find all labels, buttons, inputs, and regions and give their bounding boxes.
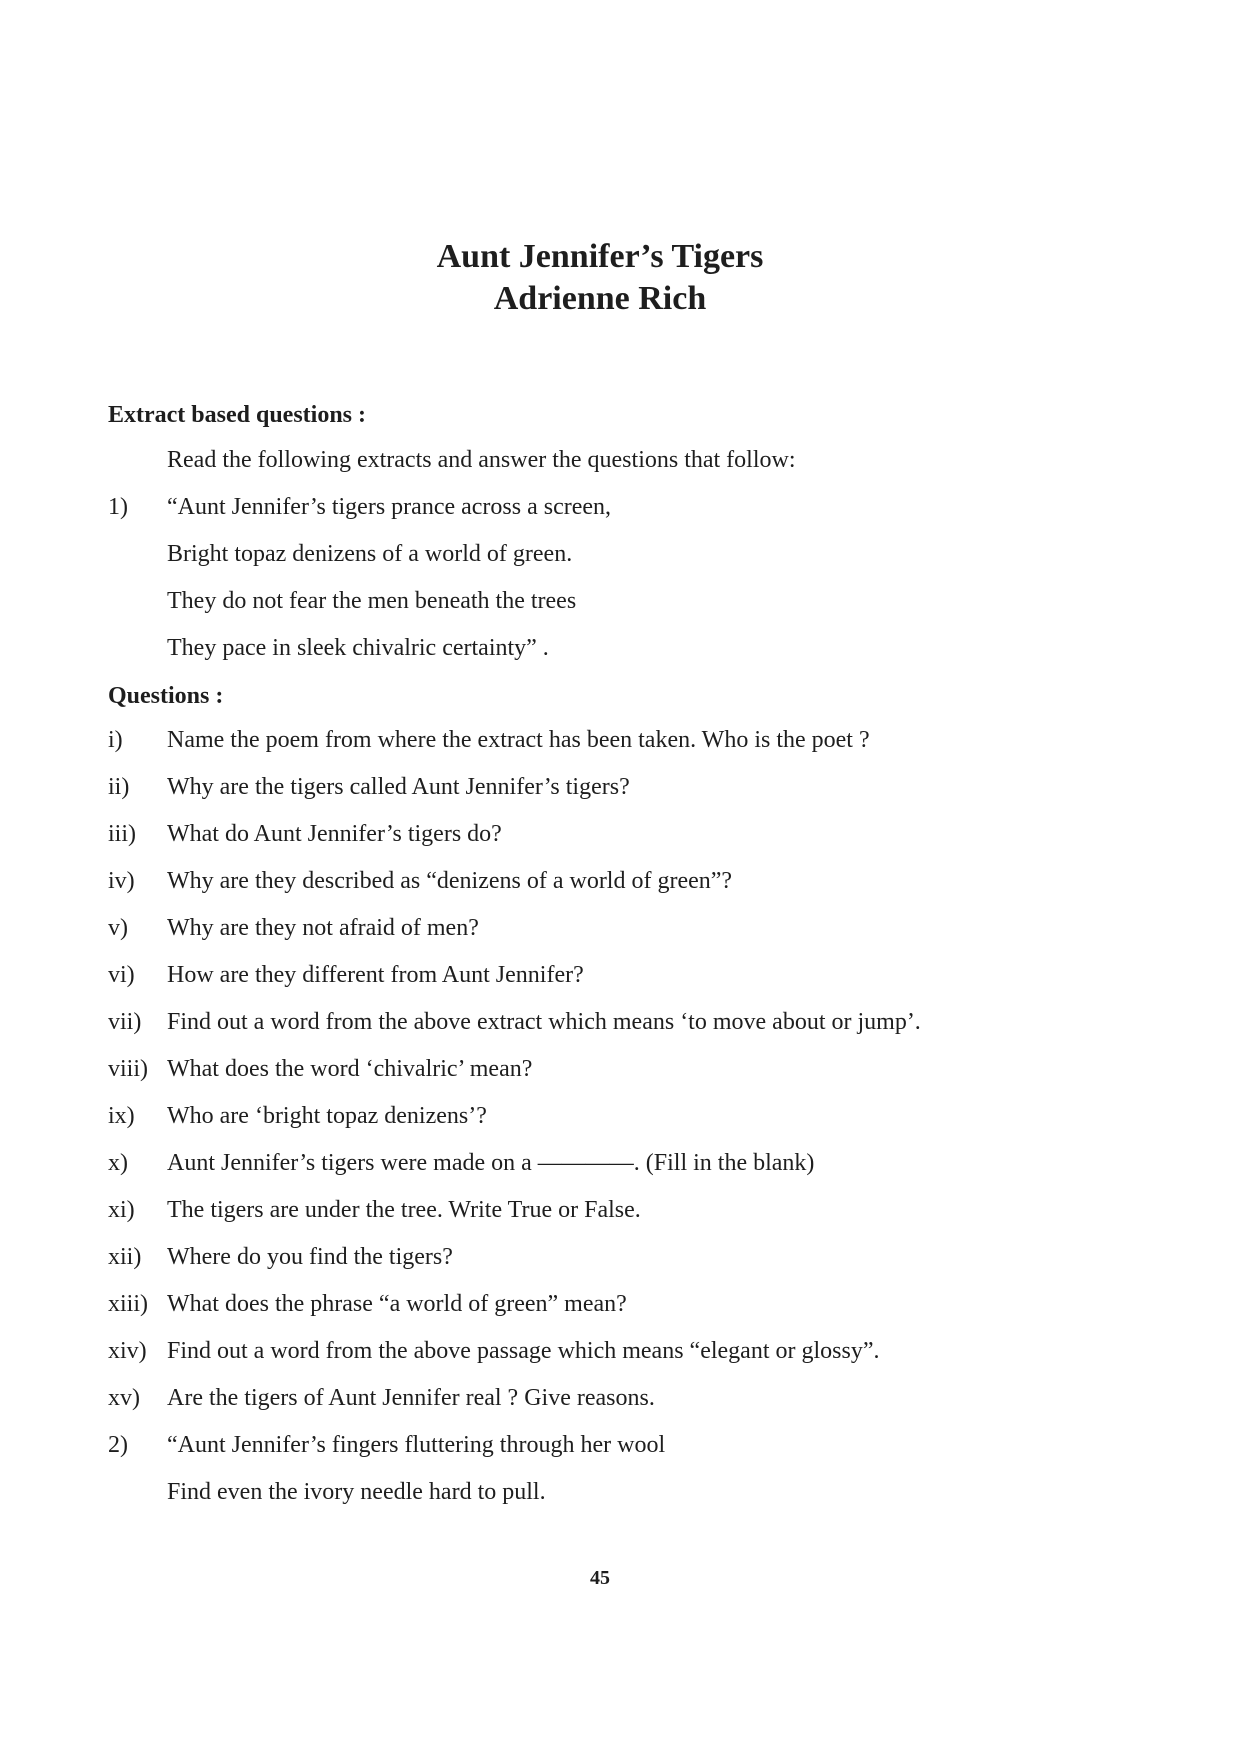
page-title: Aunt Jennifer’s Tigers	[436, 238, 764, 275]
question-text: Why are they not afraid of men?	[167, 915, 479, 941]
extract-text: They do not fear the men beneath the trees	[167, 588, 577, 614]
question-number: xiii)	[108, 1291, 148, 1317]
question-number: iv)	[108, 868, 135, 894]
question-number: xiv)	[108, 1338, 147, 1364]
question-number: ix)	[108, 1103, 135, 1129]
question-number: x)	[108, 1150, 128, 1176]
extract-text: “Aunt Jennifer’s fingers fluttering through her wool	[167, 1432, 666, 1458]
question-text: Why are the tigers called Aunt Jennifer’s tigers?	[167, 774, 630, 800]
question-number: xii)	[108, 1244, 142, 1270]
question-text: Find out a word from the above extract which means ‘to move about or jump’.	[167, 1009, 921, 1035]
extract-number: 2)	[108, 1432, 128, 1458]
question-text: What do Aunt Jennifer’s tigers do?	[167, 821, 502, 847]
question-text: Where do you find the tigers?	[167, 1244, 453, 1270]
instruction-text: Read the following extracts and answer the questions that follow:	[167, 447, 796, 473]
question-text: Name the poem from where the extract has been taken. Who is the poet ?	[167, 727, 870, 753]
question-text: Find out a word from the above passage which means “elegant or glossy”.	[167, 1338, 880, 1364]
question-text: How are they different from Aunt Jennifer?	[167, 962, 584, 988]
question-number: vi)	[108, 962, 135, 988]
extract-number: 1)	[108, 494, 128, 520]
question-number: i)	[108, 727, 123, 753]
author-name: Adrienne Rich	[493, 280, 707, 317]
question-number: viii)	[108, 1056, 148, 1082]
question-number: xv)	[108, 1385, 140, 1411]
question-text: Are the tigers of Aunt Jennifer real ? Give reasons.	[167, 1385, 655, 1411]
question-number: vii)	[108, 1009, 142, 1035]
extract-text: Bright topaz denizens of a world of green.	[167, 541, 573, 567]
page-number: 45	[590, 1567, 610, 1589]
extract-text: They pace in sleek chivalric certainty” .	[167, 635, 549, 661]
questions-heading: Questions :	[108, 683, 224, 709]
question-number: xi)	[108, 1197, 135, 1223]
question-text: Why are they described as “denizens of a world of green”?	[167, 868, 733, 894]
extract-text: Find even the ivory needle hard to pull.	[167, 1479, 546, 1505]
question-text: The tigers are under the tree. Write True or False.	[167, 1197, 641, 1223]
question-text: What does the word ‘chivalric’ mean?	[167, 1056, 533, 1082]
question-number: iii)	[108, 821, 136, 847]
question-number: ii)	[108, 774, 130, 800]
section-heading: Extract based questions :	[108, 402, 367, 428]
question-text: What does the phrase “a world of green” mean?	[167, 1291, 627, 1317]
question-text: Who are ‘bright topaz denizens’?	[167, 1103, 487, 1129]
question-number: v)	[108, 915, 128, 941]
extract-text: “Aunt Jennifer’s tigers prance across a screen,	[167, 494, 612, 520]
question-text: Aunt Jennifer’s tigers were made on a ————. (Fill in the blank)	[167, 1150, 815, 1176]
